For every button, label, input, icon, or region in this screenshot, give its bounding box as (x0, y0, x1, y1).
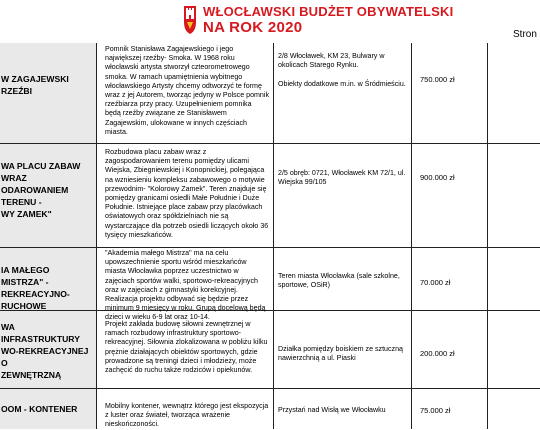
budget-title: WŁOCŁAWSKI BUDŻET OBYWATELSKI (203, 4, 454, 19)
table-row (0, 144, 540, 248)
project-description-cell (96, 248, 273, 322)
project-cost-cell (411, 248, 487, 310)
project-cost: 75.000 zł (420, 406, 451, 415)
project-description-cell (96, 43, 273, 143)
budget-year: NA ROK 2020 (203, 19, 303, 36)
project-location: Przystań nad Wisłą we Włocławku (278, 406, 386, 414)
empty-cell (487, 144, 540, 247)
project-description: "Akademia małego Mistrza" ma na celu upowszechnienie sportu wśród mieszkańców miasta Włocławka poprzez uczestnictwo w zajęciach sportów walki, sportowo-rekreacyjnych oraz w zajęciach z gimnastyki korekcyjnej. Realizacja projektu odbywać się będzie przez minimum 9 miesięcy w roku. Grupą docelową będą dzieci w wieku 6-9 lat oraz 10-14. (105, 249, 266, 322)
project-location-cell (273, 389, 411, 429)
project-description: Pomnik Stanisława Zagajewskiego i jego największej rzeźby- Smoka. W 1968 roku włocławski artysta stworzył czteorometrowego smoka. W ramach upamiętnienia wybitnego włocławskiego Artysty chcemy odtworzyć te formę wraz z jej Autorem, tworząc jedyny w Polsce pomnik rzeźbiarza przy pracy. Uzupełnieniem pomnika będą rzeźby związane ze Stanisławem Zagajewskim, ulokowane w innych częściach miasta. (105, 45, 270, 136)
project-location: Teren miasta Włocławka (sale szkolne, sportowe, OSiR) (278, 272, 400, 290)
table-row (0, 43, 540, 144)
project-cost-cell (411, 389, 487, 429)
project-name: OOM - KONTENER (1, 404, 78, 414)
project-location: Działka pomiędzy boiskiem ze sztuczną nawierzchnią a ul. Piaski (278, 345, 403, 363)
project-location-cell (273, 311, 411, 388)
project-description-cell (96, 144, 273, 247)
project-name-cell (0, 311, 96, 388)
project-description-cell (96, 311, 273, 388)
project-name: WA INFRASTRUKTURY WO-REKREACYJNEJ O ZEWNĘTRZNĄ (1, 322, 89, 380)
project-cost-cell (411, 311, 487, 388)
empty-cell (487, 43, 540, 143)
project-location-cell (273, 144, 411, 247)
project-name-cell (0, 389, 96, 429)
project-description: Projekt zakłada budowę siłowni zewnętrznej w ramach rozbudowy infrastruktury sportowo-rekreacyjnej. Siłownia zlokalizowana w pobliżu kilku prężnie działających obiektów sportowych, gdzie prowadzone są treningi dzieci i młodzieży, może zachęcić do ruchu także rodziców i opiekunów. (105, 320, 268, 375)
project-name: WA PLACU ZABAW WRAZ ODAROWANIEM TERENU - WY ZAMEK" (1, 161, 81, 219)
empty-cell (487, 311, 540, 388)
document-header (0, 0, 540, 42)
empty-cell (487, 248, 540, 310)
project-description: Rozbudowa placu zabaw wraz z zagospodarowaniem terenu pomiędzy ulicami Wiejska, Zbiegniewskiej i Konopnickiej, polegająca na wzniesieniu kompleksu zabawowego o motywie przewodnim- "Kolorowy Zamek". Teren znajduje się pomiędzy granicami osiedli Małe Południe i Duże Południe. Istniejące place zabaw przy placówkach oświatowych oraz spółdzielniach nie są wystarczające dla potrzeb osiedli liczących około 36 tysięcy mieszkańców. (105, 148, 269, 239)
project-cost: 900.000 zł (420, 173, 455, 182)
project-name: IA MAŁEGO MISTRZA" - REKREACYJNO-RUCHOWE (1, 265, 70, 311)
page-number-label: Stron (513, 29, 537, 40)
project-location: 2/5 obręb: 0721, Włocławek KM 72/1, ul. Wiejska 99/105 (278, 169, 406, 187)
project-cost-cell (411, 144, 487, 247)
project-description: Mobilny kontener, wewnątrz którego jest ekspozycja z luster oraz świateł, tworząca wrażenie nieskończoności. (105, 402, 269, 429)
project-cost-cell (411, 43, 487, 143)
project-description-cell (96, 389, 273, 429)
project-name-cell (0, 248, 96, 310)
project-cost: 70.000 zł (420, 278, 451, 287)
project-location: 2/8 Włocławek, KM 23, Bulwary w okolicach Starego Rynku. Obiekty dodatkowe m.in. w Śródmieściu. (278, 52, 406, 88)
city-coat-of-arms-icon (183, 5, 197, 35)
project-name-cell (0, 43, 96, 143)
project-location-cell (273, 248, 411, 310)
project-cost: 750.000 zł (420, 75, 455, 84)
table-row (0, 311, 540, 389)
table-row (0, 248, 540, 322)
empty-cell (487, 389, 540, 429)
project-name-cell (0, 144, 96, 247)
project-location-cell (273, 43, 411, 143)
table-row (0, 389, 540, 429)
project-name: W ZAGAJEWSKI RZEŹBI (1, 74, 69, 96)
project-cost: 200.000 zł (420, 349, 455, 358)
